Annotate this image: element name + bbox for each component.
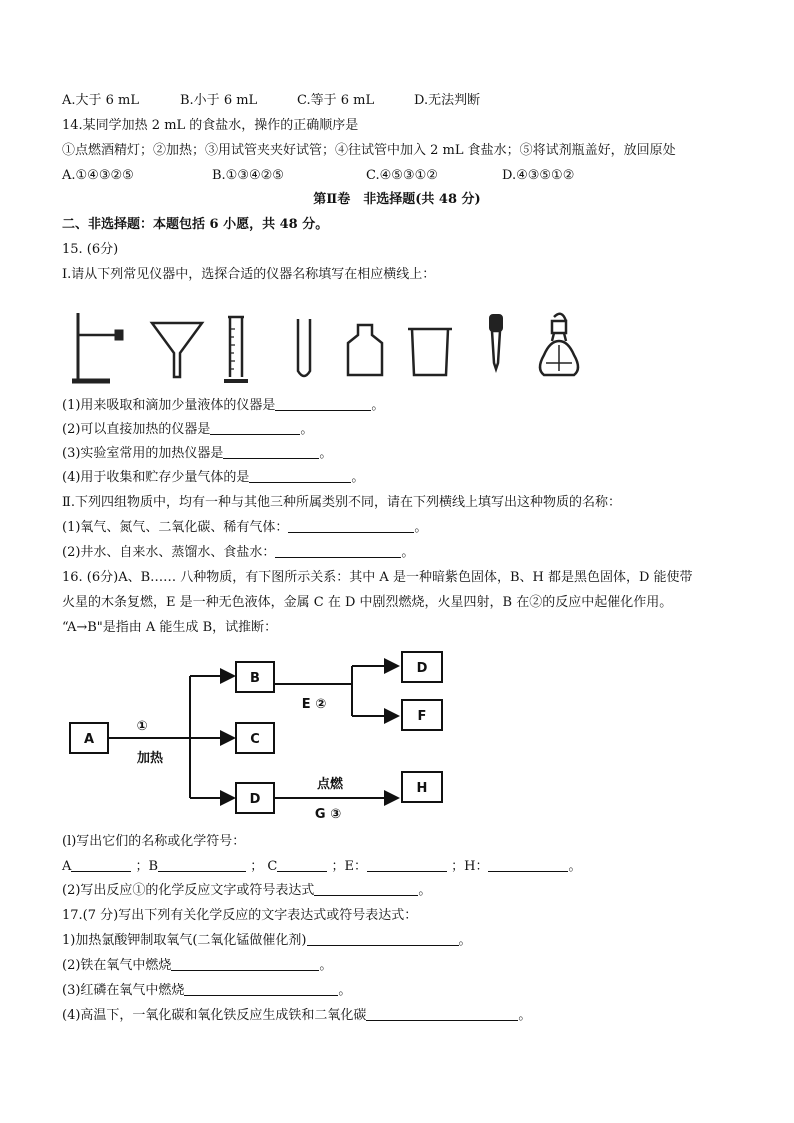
q16-sub-1: (l)写出它们的名称或化学符号： — [62, 834, 246, 849]
box-d-label: D — [249, 792, 261, 807]
box-f-label: F — [417, 709, 427, 724]
answer-blank-b[interactable] — [158, 858, 246, 872]
answer-blank[interactable] — [184, 982, 338, 996]
q15-i-item-2: (2)可以直接加热的仪器是 。 — [62, 422, 314, 437]
answer-blank[interactable] — [275, 544, 401, 558]
q13-option-d: D.无法判断 — [414, 93, 481, 108]
part2-title: 第Ⅱ卷 非选择题(共 48 分) — [313, 192, 481, 207]
q17-item-2: (2)铁在氧气中燃烧 。 — [62, 958, 333, 973]
answer-blank-e[interactable] — [367, 858, 447, 872]
q15-i-item-4: (4)用于收集和贮存少量气体的是 。 — [62, 470, 365, 485]
q17-item-4: (4)高温下，一氧化碳和氧化铁反应生成铁和二氧化碳 。 — [62, 1008, 532, 1023]
label-e-2: E ② — [301, 697, 327, 712]
q14-option-a: A.①④③②⑤ — [62, 168, 134, 183]
q13-option-b: B.小于 6 mL — [180, 93, 258, 108]
q17-item-1: 1)加热氯酸钾制取氧气(二氧化锰做催化剂) 。 — [62, 933, 472, 948]
q14-option-b: B.①③④②⑤ — [212, 168, 284, 183]
q15-number: 15. (6分) — [62, 242, 119, 257]
answer-blank[interactable] — [307, 932, 459, 946]
box-b-label: B — [250, 671, 260, 686]
answer-blank[interactable] — [171, 957, 319, 971]
label-ignite: 点燃 — [316, 777, 344, 792]
apparatus-row — [62, 305, 602, 387]
q17-stem: 17.(7 分)写出下列有关化学反应的文字表达式或符号表达式： — [62, 908, 418, 923]
box-a-label: A — [83, 732, 95, 747]
q15-i-item-1: (1)用来吸取和滴加少量液体的仪器是 。 — [62, 398, 385, 413]
q15-i-item-3: (3)实验室常用的加热仪器是 。 — [62, 446, 333, 461]
q15-ii-item-2: (2)井水、自来水、蒸馏水、食盐水： 。 — [62, 545, 415, 560]
answer-blank-c[interactable] — [277, 858, 327, 872]
answer-blank[interactable] — [288, 519, 414, 533]
q14-steps: ①点燃酒精灯；②加热；③用试管夹夹好试管；④往试管中加入 2 mL 食盐水；⑤将试剂瓶盖好，放回原处 — [62, 143, 676, 158]
q15-ii-item-1: (1)氧气、氮气、二氧化碳、稀有气体： 。 — [62, 520, 428, 535]
q14-option-c: C.④⑤③①② — [366, 168, 438, 183]
q16-fields: A ；B ； C ；E： ；H： 。 — [62, 859, 582, 874]
q16-line-3: “A→B"是指由 A 能生成 B，试推断： — [62, 620, 278, 635]
q14-stem: 14.某同学加热 2 mL 的食盐水，操作的正确顺序是 — [62, 118, 359, 133]
q16-sub-2: (2)写出反应①的化学反应文字或符号表达式 。 — [62, 883, 432, 898]
answer-blank[interactable] — [210, 421, 300, 435]
q16-line-1: 16. (6分)A、B…… 八种物质，有下图所示关系：其中 A 是一种暗紫色固体，B、H 都是黑色固体，D 能使带 — [62, 570, 693, 585]
graduated-cylinder-icon — [224, 317, 248, 381]
box-d2-label: D — [416, 661, 428, 676]
answer-blank-a[interactable] — [71, 858, 131, 872]
label-g-3: G ③ — [314, 807, 342, 822]
answer-blank-h[interactable] — [488, 858, 568, 872]
alcohol-lamp-icon — [540, 314, 578, 375]
part2-heading: 二、非选择题：本题包括 6 小愿，共 48 分。 — [62, 217, 329, 232]
funnel-icon — [152, 323, 202, 377]
answer-blank[interactable] — [366, 1007, 518, 1021]
q16-line-2: 火星的木条复燃，E 是一种无色液体，金属 C 在 D 中剧烈燃烧，火星四射，B 在②的反应中起催化作用。 — [62, 595, 673, 610]
answer-blank[interactable] — [249, 469, 351, 483]
q13-option-a: A.大于 6 mL — [62, 93, 140, 108]
box-c-label: C — [250, 732, 260, 747]
label-heating: 加热 — [136, 751, 164, 766]
box-h-label: H — [416, 781, 428, 796]
answer-blank[interactable] — [275, 397, 371, 411]
q13-option-c: C.等于 6 mL — [297, 93, 375, 108]
q15-intro-1: Ⅰ.请从下列常见仪器中，选探合适的仪器名称填写在相应横线上： — [62, 267, 436, 282]
dropper-icon — [490, 315, 502, 369]
beaker-icon — [408, 329, 452, 375]
label-reaction-1: ① — [136, 719, 148, 734]
answer-blank[interactable] — [314, 882, 418, 896]
test-tube-icon — [298, 319, 310, 376]
gas-bottle-icon — [348, 325, 382, 375]
iron-stand-icon — [72, 313, 122, 381]
reaction-flow-diagram — [62, 648, 462, 823]
q14-option-d: D.④③⑤①② — [502, 168, 575, 183]
answer-blank[interactable] — [223, 445, 319, 459]
q15-intro-2: Ⅱ.下列四组物质中，均有一种与其他三种所属类别不同，请在下列横线上填写出这种物质的名称： — [62, 495, 621, 510]
q17-item-3: (3)红磷在氧气中燃烧 。 — [62, 983, 352, 998]
